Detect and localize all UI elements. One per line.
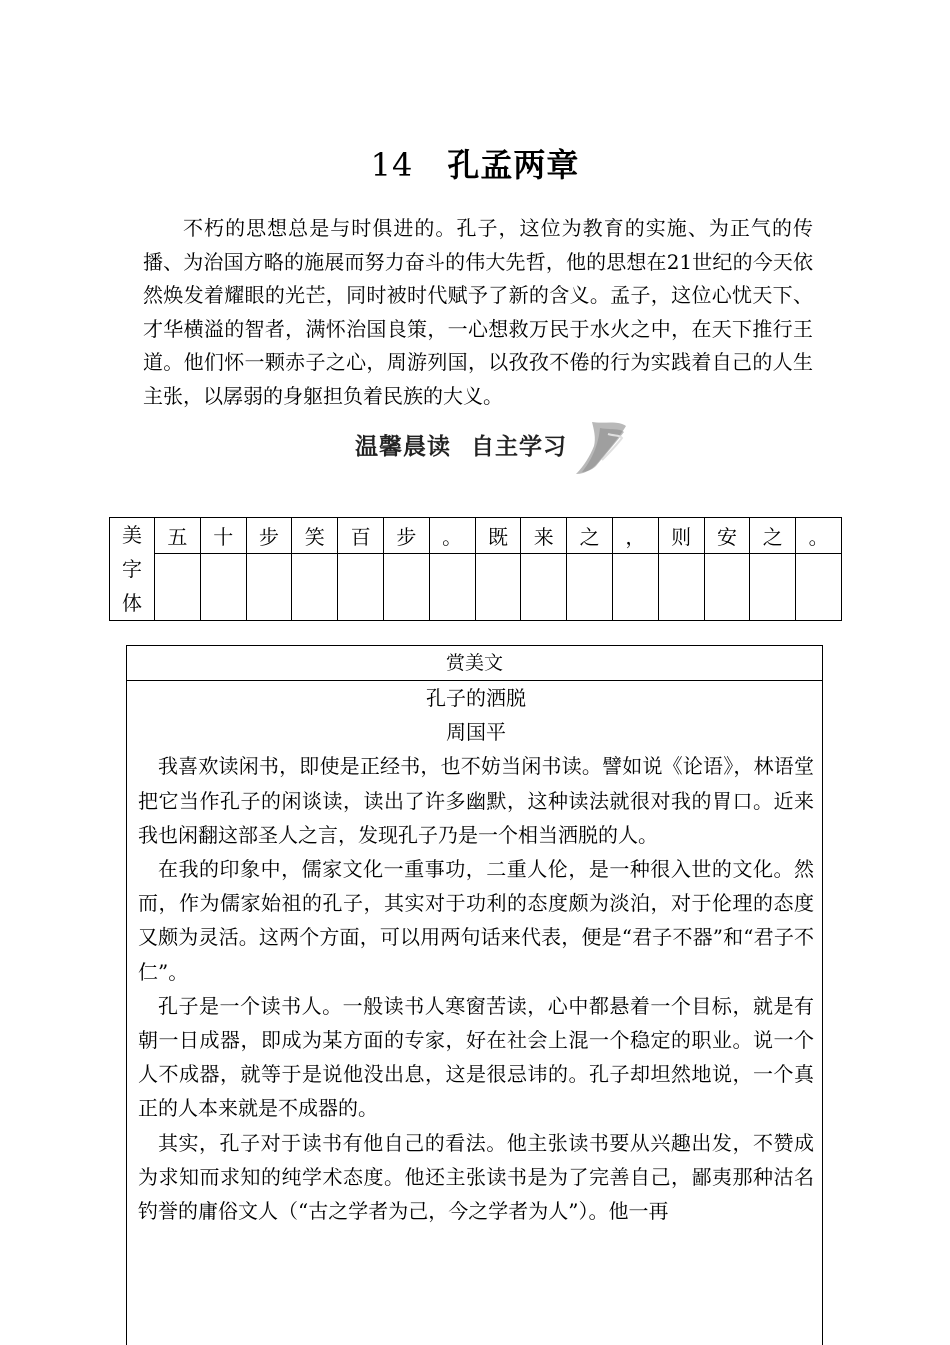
calligraphy-char: 笑 — [292, 518, 338, 554]
calligraphy-char: 步 — [246, 518, 292, 554]
practice-cell[interactable] — [246, 554, 292, 621]
lesson-title: 孔孟两章 — [447, 146, 580, 184]
intro-text — [143, 212, 813, 414]
practice-cell[interactable] — [750, 554, 796, 621]
calligraphy-char: 百 — [338, 518, 384, 554]
calligraphy-char: 安 — [704, 518, 750, 554]
practice-cell[interactable] — [658, 554, 704, 621]
practice-cell[interactable] — [521, 554, 567, 621]
article-body — [127, 681, 822, 1228]
practice-cell[interactable] — [155, 554, 201, 621]
article-title: 孔子的洒脱 — [426, 686, 526, 710]
page-title — [0, 140, 950, 186]
article-section-heading: 赏美文 — [127, 646, 822, 681]
calligraphy-char: 之 — [567, 518, 613, 554]
intro-paragraph: 不朽的思想总是与时俱进的。孔子，这位为教育的实施、为正气的传播、为治国方略的施展而努力奋斗的伟大先哲，他的思想在21世纪的今天依然焕发着耀眼的光芒，同时被时代赋予了新的含义。孟子，这位心忧天下、才华横溢的智者，满怀治国良策，一心想救万民于水火之中，在天下推行王道。他们怀一颗赤子之心，周游列国，以孜孜不倦的行为实践着自己的人生主张，以孱弱的身躯担负着民族的大义。 — [143, 216, 813, 408]
article-paragraph: 孔子是一个读书人。一般读书人寒窗苦读，心中都悬着一个目标，就是有朝一日成器，即成为某方面的专家，好在社会上混一个稳定的职业。说一个人不成器，就等于是说他没出息，这是很忌讳的。孔子却坦然地说，一个真正的人本来就是不成器的。 — [138, 993, 814, 1121]
calligraphy-char: 步 — [383, 518, 429, 554]
article-paragraph: 在我的印象中，儒家文化一重事功，二重人伦，是一种很入世的文化。然而，作为儒家始祖的孔子，其实对于功利的态度颇为淡泊，对于伦理的态度又颇为灵活。这两个方面，可以用两句话来代表，便是“君子不器”和“君子不仁”。 — [138, 857, 814, 984]
practice-cell[interactable] — [704, 554, 750, 621]
article-paragraph: 我喜欢读闲书，即使是正经书，也不妨当闲书读。譬如说《论语》，林语堂把它当作孔子的闲谈读，读出了许多幽默，这种读法就很对我的胃口。近来我也闲翻这部圣人之言，发现孔子乃是一个相当洒脱的人。 — [138, 754, 814, 847]
practice-cell[interactable] — [429, 554, 475, 621]
calligraphy-char: 。 — [429, 518, 475, 554]
practice-cell[interactable] — [383, 554, 429, 621]
practice-cell[interactable] — [292, 554, 338, 621]
calligraphy-label — [110, 518, 155, 621]
calligraphy-practice-row — [110, 554, 842, 621]
calligraphy-char: 五 — [155, 518, 201, 554]
practice-cell[interactable] — [612, 554, 658, 621]
calligraphy-char: 来 — [521, 518, 567, 554]
practice-cell[interactable] — [200, 554, 246, 621]
article-box — [126, 645, 823, 1345]
practice-cell[interactable] — [567, 554, 613, 621]
brush-stroke-icon — [570, 418, 630, 476]
article-author: 周国平 — [446, 720, 506, 745]
article-paragraph: 其实，孔子对于读书有他自己的看法。他主张读书要从兴趣出发，不赞成为求知而求知的纯学术态度。他还主张读书是为了完善自己，鄙夷那种沽名钓誉的庸俗文人（“古之学者为己，今之学者为人”）。他一再 — [138, 1130, 814, 1224]
practice-cell[interactable] — [796, 554, 842, 621]
banner-title — [355, 428, 567, 461]
banner-part1: 温馨晨读 — [355, 434, 451, 460]
calligraphy-char: 则 — [658, 518, 704, 554]
calligraphy-char: 之 — [750, 518, 796, 554]
calligraphy-table — [109, 517, 842, 621]
lesson-number: 14 — [370, 146, 414, 184]
practice-cell[interactable] — [338, 554, 384, 621]
calligraphy-char: 既 — [475, 518, 521, 554]
calligraphy-char-row — [110, 518, 842, 554]
practice-cell[interactable] — [475, 554, 521, 621]
calligraphy-char: 。 — [796, 518, 842, 554]
section-banner — [355, 418, 635, 478]
banner-part2: 自主学习 — [471, 434, 567, 460]
calligraphy-char: 十 — [200, 518, 246, 554]
calligraphy-label-text: 美字体 — [122, 523, 142, 615]
calligraphy-char: ， — [612, 518, 658, 554]
